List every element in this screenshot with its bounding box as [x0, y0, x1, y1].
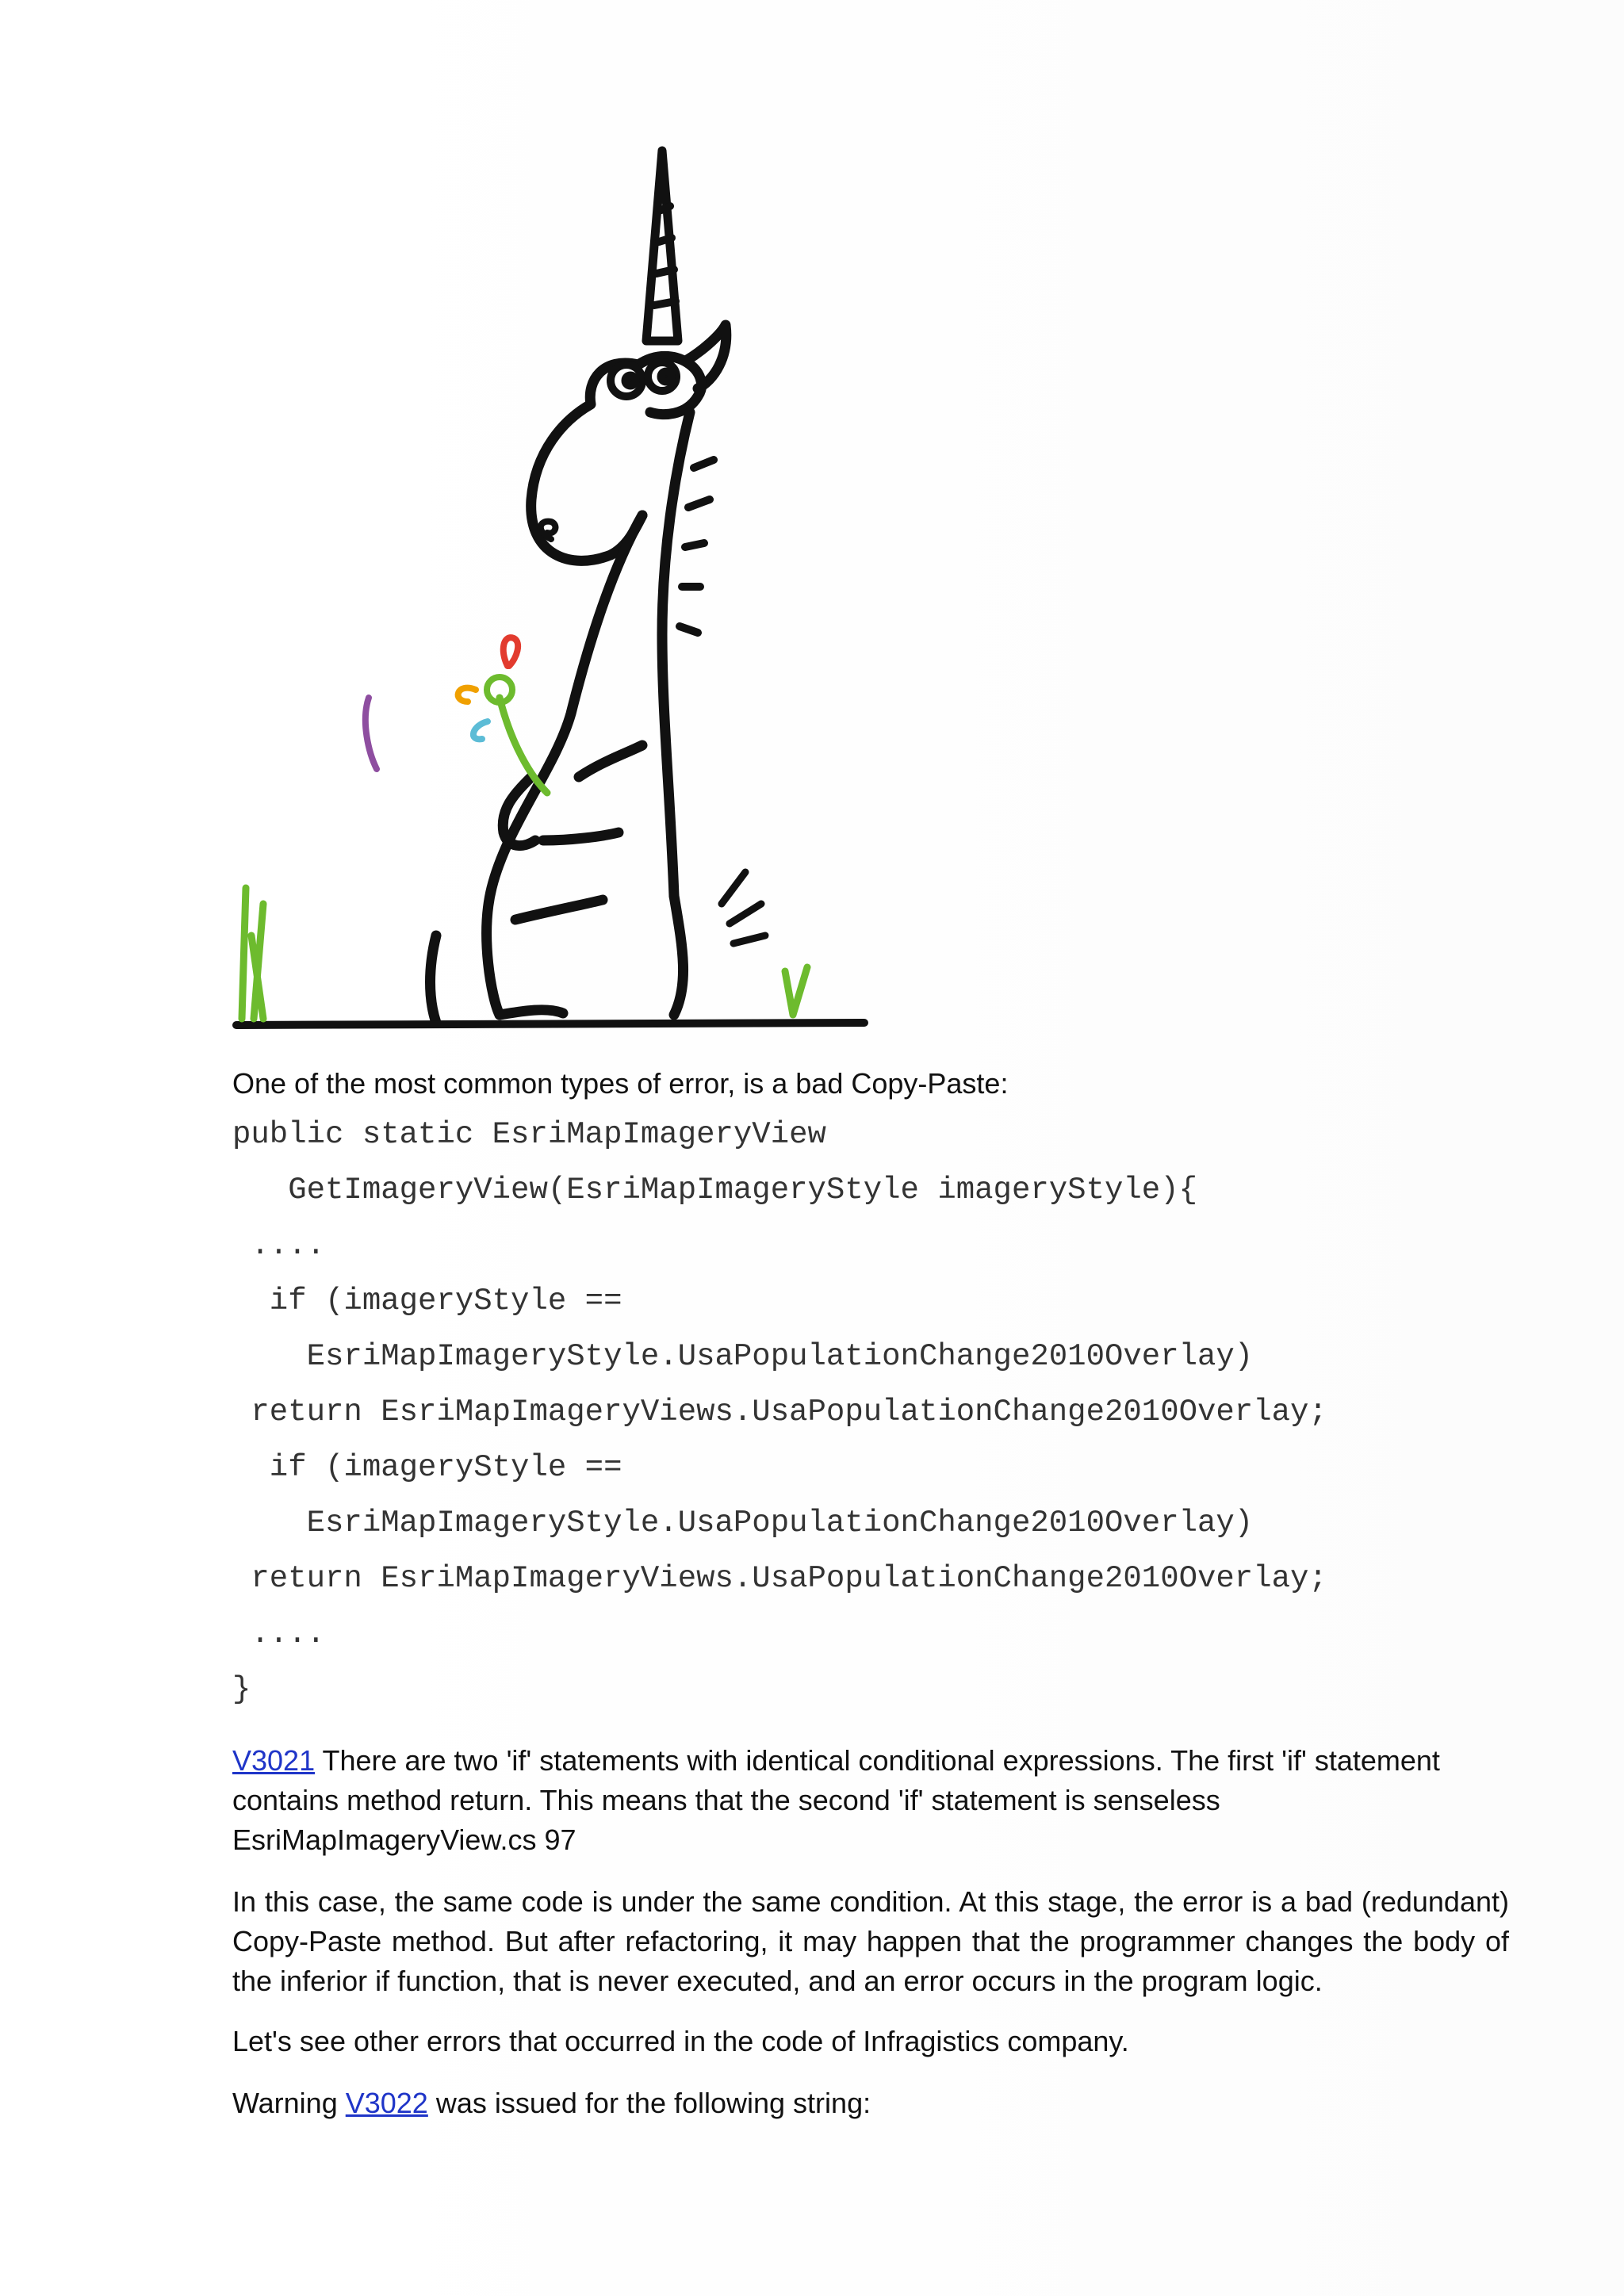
code-line: } [232, 1672, 251, 1707]
v3021-link[interactable]: V3021 [232, 1744, 316, 1777]
warning-v3022 [232, 2084, 1509, 2123]
paragraph-other-errors: Let's see other errors that occurred in the code of Infragistics company. [232, 2025, 1129, 2057]
code-line: EsriMapImageryStyle.UsaPopulationChange2010Overlay) [232, 1339, 1254, 1374]
code-line: EsriMapImageryStyle.UsaPopulationChange2010Overlay) [232, 1506, 1254, 1540]
unicorn-illustration [230, 143, 880, 1039]
intro-text: One of the most common types of error, is a bad Copy-Paste: [232, 1067, 1009, 1100]
v3022-link[interactable]: V3022 [345, 2087, 428, 2119]
code-line: .... [232, 1228, 326, 1263]
warning-v3021-text: There are two 'if' statements with identical conditional expressions. The first 'if' statement contains method return. This means that the second 'if' statement is senseless EsriMapImageryView.cs 97 [232, 1744, 1440, 1856]
warning-v3022-suffix: was issued for the following string: [427, 2087, 871, 2119]
code-line: if (imageryStyle == [232, 1450, 622, 1485]
paragraph-copy-paste: In this case, the same code is under the same condition. At this stage, the error is a bad (redundant) Copy-Paste method. But after refactoring, it may happen that the programmer changes the body of the inferior if function, that is never executed, and an error occurs in the program logic. [232, 1885, 1509, 1997]
code-line: GetImageryView(EsriMapImageryStyle imageryStyle){ [232, 1173, 1197, 1207]
code-line: .... [232, 1617, 326, 1651]
warning-v3022-prefix: Warning [232, 2087, 346, 2119]
code-line: return EsriMapImageryViews.UsaPopulationChange2010Overlay; [232, 1395, 1327, 1429]
code-line: return EsriMapImageryViews.UsaPopulationChange2010Overlay; [232, 1561, 1327, 1596]
warning-v3021 [232, 1741, 1501, 1860]
code-line: public static EsriMapImageryView [232, 1117, 826, 1152]
code-line: if (imageryStyle == [232, 1284, 622, 1318]
